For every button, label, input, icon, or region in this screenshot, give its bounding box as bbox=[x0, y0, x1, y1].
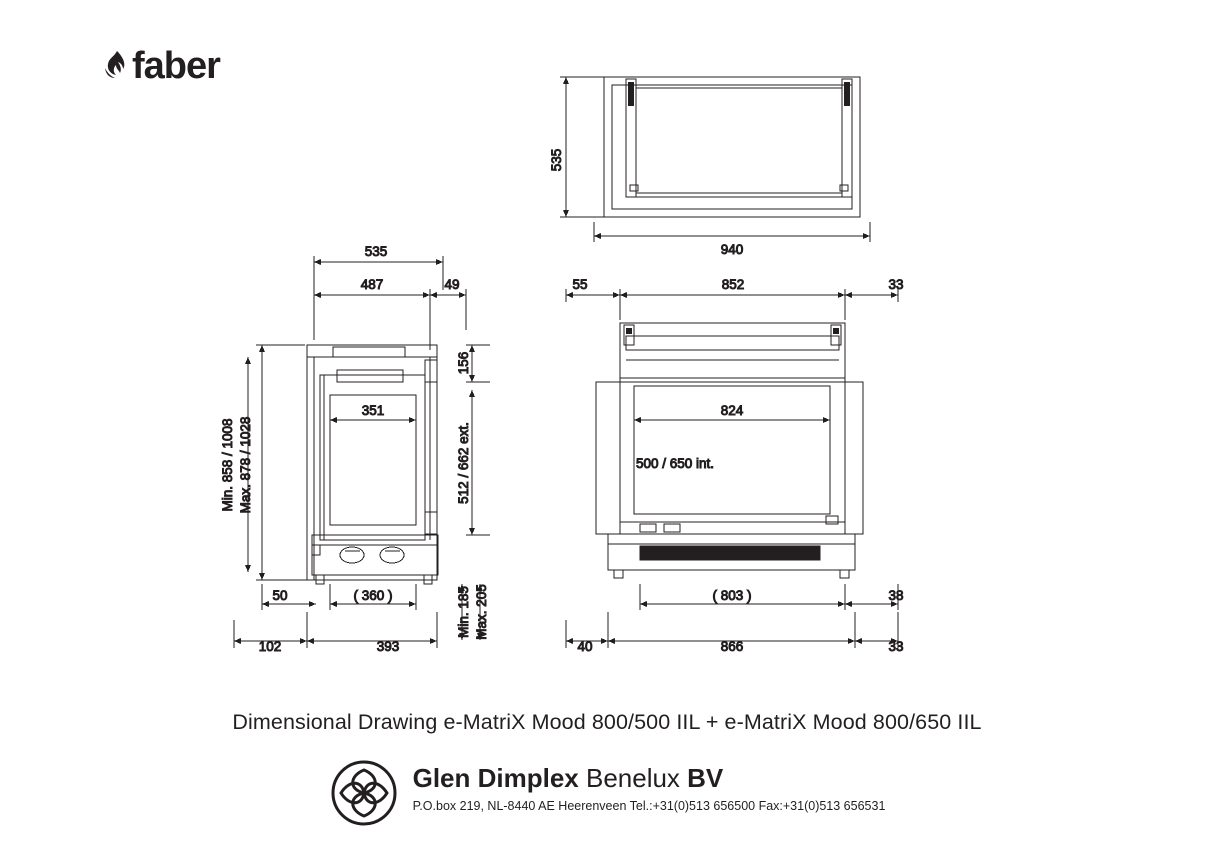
dim-side-base-right: 393 bbox=[376, 639, 400, 654]
side-view-geometry bbox=[307, 345, 438, 584]
dim-front-base-width: 866 bbox=[720, 639, 744, 654]
dim-side-total-depth: 535 bbox=[364, 244, 388, 259]
dim-front-right-small: 38 bbox=[888, 588, 904, 603]
dim-front-foot-left: 40 bbox=[577, 639, 593, 654]
footer bbox=[0, 760, 1214, 826]
footer-address: P.O.box 219, NL-8440 AE Heerenveen Tel.:+31(0)513 656500 Fax:+31(0)513 656531 bbox=[412, 798, 886, 813]
footer-company bbox=[413, 764, 886, 793]
footer-company-bold-1: Glen Dimplex bbox=[412, 763, 579, 793]
front-view-geometry bbox=[596, 323, 863, 578]
dim-side-opening-ext: 512 / 662 ext. bbox=[456, 422, 471, 504]
dim-side-front-offset: 49 bbox=[444, 277, 460, 292]
dim-side-top-section: 156 bbox=[456, 351, 471, 375]
footer-company-bold-2: BV bbox=[687, 763, 724, 793]
dim-front-glass-width: 824 bbox=[720, 403, 744, 418]
dim-side-height-max: Max. 878 / 1028 bbox=[238, 416, 253, 514]
dim-top-width: 940 bbox=[720, 242, 744, 257]
dim-side-base-left: 102 bbox=[258, 639, 282, 654]
top-view-geometry bbox=[604, 77, 860, 217]
dim-front-opening-int: 500 / 650 int. bbox=[635, 456, 715, 471]
footer-company-regular: Benelux bbox=[578, 763, 688, 793]
dim-side-height-min: Min. 858 / 1008 bbox=[220, 418, 235, 512]
dim-side-base-bracket: ( 360 ) bbox=[353, 588, 393, 603]
dim-front-base-right: 33 bbox=[888, 639, 904, 654]
dim-front-inner-base: ( 803 ) bbox=[712, 588, 752, 603]
dim-front-left-offset: 55 bbox=[572, 277, 588, 292]
dim-side-foot-left: 50 bbox=[272, 588, 288, 603]
dim-side-glass-width: 351 bbox=[361, 403, 385, 418]
top-view-dimensions bbox=[549, 77, 870, 257]
dim-front-right-offset: 33 bbox=[888, 277, 904, 292]
dim-top-depth: 535 bbox=[549, 148, 564, 172]
side-view-dimensions bbox=[220, 244, 490, 654]
glen-dimplex-knot-icon bbox=[329, 760, 399, 826]
footer-text bbox=[413, 760, 886, 813]
dim-front-body-width: 852 bbox=[721, 277, 745, 292]
dim-side-leg-max: Max. 205 bbox=[474, 584, 489, 640]
faber-logo-text: faber bbox=[132, 45, 220, 87]
front-view-dimensions bbox=[566, 277, 904, 654]
drawing-caption: Dimensional Drawing e-MatriX Mood 800/500 IIL + e-MatriX Mood 800/650 IIL bbox=[232, 710, 982, 734]
dim-side-body-depth: 487 bbox=[360, 277, 384, 292]
dim-side-leg-min: Min. 185 bbox=[456, 586, 471, 638]
